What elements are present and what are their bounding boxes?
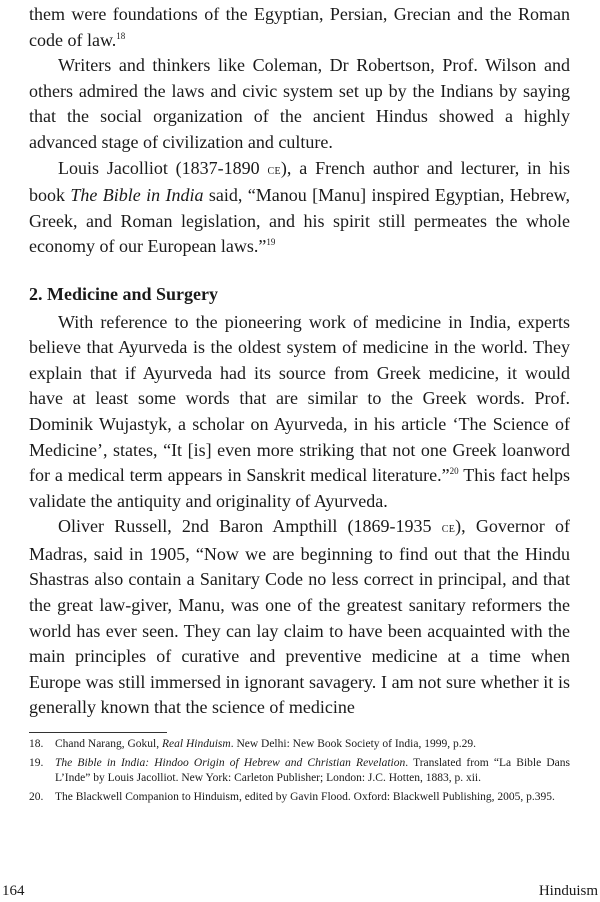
- paragraph-text: With reference to the pioneering work of medicine in India, experts believe that Ayurveda is the oldest system of medicine in the world. They explain that if Ayurveda had its source from Greek medicine, it would have at least some words that are similar to the Greek words. Prof. Dominik Wujastyk, a scholar on Ayurveda, in his article ‘The Science of Medicine’, states, “It [is] even more striking that not one Greek loanword for a medical term appears in Sanskrit medical literature.”: [29, 311, 570, 486]
- footnote-text: The Bible in India: Hindoo Origin of Hebrew and Christian Revelation. Translated from “La Bible Dans L’Inde” by Louis Jacolliot. New York: Carleton Publisher; London: J.C. Hotten, 1883, p. xii.: [55, 756, 571, 784]
- paragraph-text: Oliver Russell, 2nd Baron Ampthill (1869-1935: [58, 516, 442, 537]
- footnote-text: The Blackwell Companion to Hinduism, edited by Gavin Flood. Oxford: Blackwell Publishing, 2005, p.395.: [55, 790, 555, 803]
- footnote-rule: [29, 732, 167, 733]
- paragraph-continuation: [29, 2, 570, 53]
- paragraph-russell: [29, 514, 570, 721]
- paragraph-text: This fact helps validate the antiquity and originality of Ayurveda.: [29, 465, 570, 511]
- footnote-ref[interactable]: 19: [266, 237, 276, 248]
- era-label: ce: [441, 520, 456, 537]
- paragraph-jacolliot: [29, 156, 570, 260]
- paragraph-text: said, “Manou [Manu] inspired Egyptian, Hebrew, Greek, and Roman legislation, and his spirit still permeates the whole economy of our European laws.”: [29, 185, 571, 257]
- cited-title: The Bible in India: Hindoo Origin of Hebrew and Christian Revelation: [55, 756, 406, 769]
- footnote-number: 20.: [29, 790, 44, 803]
- footnote-number: 18.: [29, 738, 44, 750]
- paragraph-text: ), a French author and lecturer, in his book: [29, 157, 570, 206]
- footnote: [29, 790, 570, 806]
- paragraph-text: ), Governor of Madras, said in 1905, “Now we are beginning to find out that the Hindu Shastras also contain a Sanitary Code no less correct in principal, and that the great law-giver, Manu, was one of the greatest sanitary reformers the world has ever seen. They can lay claim to have been acquainted with the main principles of curative and preventive medicine at a time when Europe was still immersed in ignorant savagery. I am not sure whether it is generally known that the science of medicine: [29, 516, 571, 718]
- paragraph-text: Louis Jacolliot (1837-1890: [58, 157, 268, 178]
- footnote: [29, 737, 570, 753]
- book-title: The Bible in India: [70, 185, 204, 206]
- page-number: 164: [2, 883, 25, 899]
- footnote-ref[interactable]: 18: [116, 30, 126, 41]
- era-label: ce: [267, 161, 281, 178]
- paragraph-writers: [29, 53, 570, 155]
- section-heading: 2. Medicine and Surgery: [29, 283, 218, 304]
- footnote-number: 19.: [29, 756, 44, 769]
- footnote: [29, 756, 570, 787]
- footnote-text: Chand Narang, Gokul, Real Hinduism. New Delhi: New Book Society of India, 1999, p.29.: [55, 738, 476, 750]
- paragraph-text: Writers and thinkers like Coleman, Dr Robertson, Prof. Wilson and others admired the laws and civic system set up by the Indians by saying that the social organization of the ancient Hindus showed a highly advanced stage of civilization and culture.: [29, 55, 570, 152]
- body-text: [29, 2, 570, 721]
- running-head: Hinduism: [538, 883, 598, 899]
- cited-title: Real Hinduism: [162, 738, 231, 750]
- footnotes: [29, 737, 570, 808]
- paragraph-text: them were foundations of the Egyptian, Persian, Grecian and the Roman code of law.: [29, 4, 570, 50]
- footnote-ref[interactable]: 20: [449, 466, 459, 477]
- paragraph-ayurveda: [29, 310, 570, 515]
